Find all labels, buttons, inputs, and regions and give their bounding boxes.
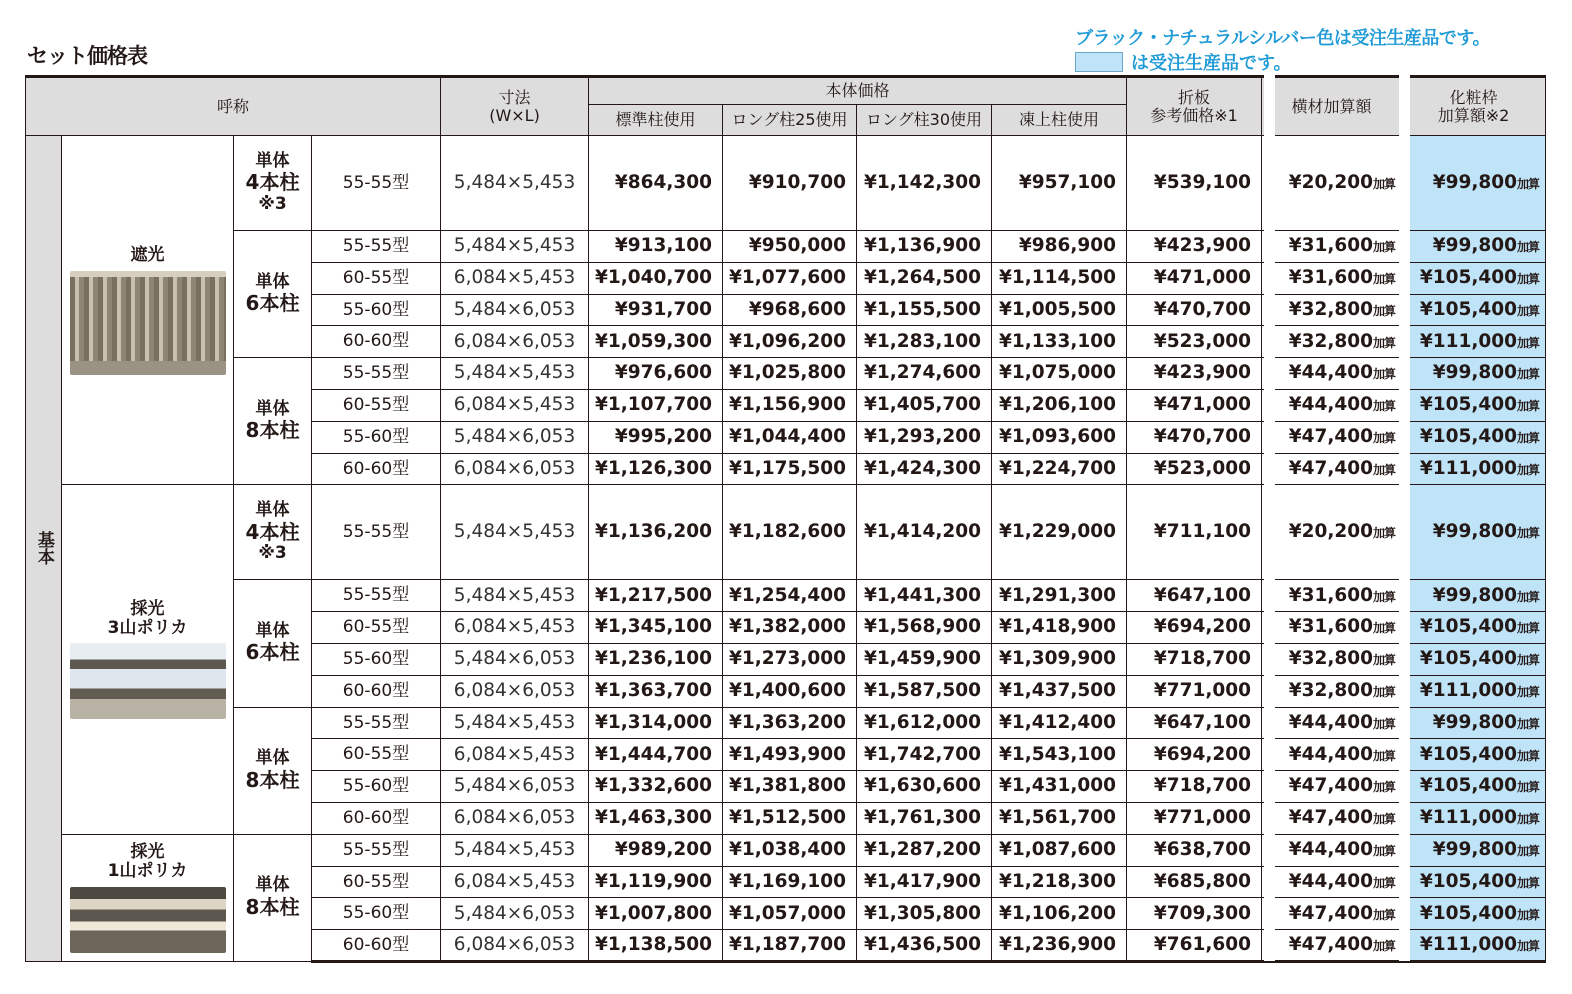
shading-roof-photo: [70, 271, 226, 375]
std-price-cell: ¥976,600: [589, 358, 723, 390]
fold-price-cell: ¥471,000: [1127, 262, 1262, 294]
post-count-label: 単体 4本柱 ※3: [234, 485, 312, 580]
frozen-price-cell: ¥1,229,000: [992, 485, 1127, 580]
post-count-label: 単体 6本柱: [234, 580, 312, 707]
std-price-cell: ¥1,107,700: [589, 389, 723, 421]
size-cell: 5,484×6,053: [441, 294, 589, 326]
size-cell: 6,084×6,053: [441, 326, 589, 358]
beam-add-cell: ¥47,400加算: [1262, 802, 1402, 834]
beam-add-cell: ¥32,800加算: [1262, 326, 1402, 358]
frozen-price-cell: ¥1,412,400: [992, 707, 1127, 739]
long25-price-cell: ¥1,044,400: [723, 421, 857, 453]
header-long25: ロング柱25使用: [723, 105, 857, 136]
deco-add-cell: ¥105,400加算: [1402, 294, 1546, 326]
frozen-price-cell: ¥1,236,900: [992, 930, 1127, 962]
model-cell: 55-55型: [312, 358, 441, 390]
post-count-label: 単体 8本柱: [234, 707, 312, 834]
deco-add-cell: ¥99,800加算: [1402, 358, 1546, 390]
model-cell: 55-55型: [312, 231, 441, 263]
legend-swatch: [1075, 52, 1123, 72]
long25-price-cell: ¥1,077,600: [723, 262, 857, 294]
size-cell: 6,084×6,053: [441, 675, 589, 707]
long25-price-cell: ¥1,182,600: [723, 485, 857, 580]
size-cell: 5,484×6,053: [441, 421, 589, 453]
group-subname: 1山ポリカ: [107, 860, 188, 881]
fold-price-cell: ¥647,100: [1127, 580, 1262, 612]
long30-price-cell: ¥1,630,600: [857, 771, 992, 803]
table-row: [26, 136, 1546, 231]
post-count-label: 単体 6本柱: [234, 231, 312, 358]
long25-price-cell: ¥1,363,200: [723, 707, 857, 739]
deco-add-cell: ¥105,400加算: [1402, 643, 1546, 675]
std-price-cell: ¥1,040,700: [589, 262, 723, 294]
model-cell: 55-60型: [312, 294, 441, 326]
size-cell: 6,084×5,453: [441, 739, 589, 771]
post-count-label: 単体 8本柱: [234, 834, 312, 961]
size-cell: 5,484×5,453: [441, 136, 589, 231]
model-cell: 60-55型: [312, 612, 441, 644]
model-cell: 60-60型: [312, 453, 441, 485]
beam-add-cell: ¥47,400加算: [1262, 771, 1402, 803]
std-price-cell: ¥931,700: [589, 294, 723, 326]
long30-price-cell: ¥1,305,800: [857, 898, 992, 930]
std-price-cell: ¥913,100: [589, 231, 723, 263]
deco-add-cell: ¥105,400加算: [1402, 421, 1546, 453]
long25-price-cell: ¥1,273,000: [723, 643, 857, 675]
beam-add-cell: ¥47,400加算: [1262, 453, 1402, 485]
size-cell: 6,084×5,453: [441, 262, 589, 294]
table-row: [26, 834, 1546, 866]
beam-add-cell: ¥31,600加算: [1262, 612, 1402, 644]
beam-add-cell: ¥44,400加算: [1262, 358, 1402, 390]
deco-add-cell: ¥111,000加算: [1402, 930, 1546, 962]
beam-add-cell: ¥32,800加算: [1262, 643, 1402, 675]
column-gap: [1264, 75, 1275, 961]
std-price-cell: ¥1,236,100: [589, 643, 723, 675]
long25-price-cell: ¥1,187,700: [723, 930, 857, 962]
group-subname: 3山ポリカ: [107, 617, 188, 638]
long25-price-cell: ¥1,512,500: [723, 802, 857, 834]
model-cell: 60-55型: [312, 389, 441, 421]
frozen-price-cell: ¥1,133,100: [992, 326, 1127, 358]
model-cell: 55-60型: [312, 643, 441, 675]
model-cell: 60-55型: [312, 739, 441, 771]
long30-price-cell: ¥1,287,200: [857, 834, 992, 866]
long30-price-cell: ¥1,136,900: [857, 231, 992, 263]
header-size: 寸法 (W×L): [441, 77, 589, 136]
model-cell: 60-55型: [312, 866, 441, 898]
long30-price-cell: ¥1,761,300: [857, 802, 992, 834]
frozen-price-cell: ¥1,005,500: [992, 294, 1127, 326]
fold-price-cell: ¥638,700: [1127, 834, 1262, 866]
post-count-label: 単体 4本柱 ※3: [234, 136, 312, 231]
beam-add-cell: ¥44,400加算: [1262, 739, 1402, 771]
product-group: [62, 834, 234, 961]
long25-price-cell: ¥1,156,900: [723, 389, 857, 421]
header-fold: 折板 参考価格※1: [1127, 77, 1262, 136]
long30-price-cell: ¥1,612,000: [857, 707, 992, 739]
deco-add-cell: ¥99,800加算: [1402, 231, 1546, 263]
polycarbonate-3-roof-photo: [70, 643, 226, 719]
beam-add-cell: ¥44,400加算: [1262, 389, 1402, 421]
table-row: [26, 580, 1546, 612]
model-cell: 55-55型: [312, 580, 441, 612]
beam-add-cell: ¥20,200加算: [1262, 136, 1402, 231]
std-price-cell: ¥1,138,500: [589, 930, 723, 962]
header-std-post: 標準柱使用: [589, 105, 723, 136]
model-cell: 55-60型: [312, 421, 441, 453]
frozen-price-cell: ¥957,100: [992, 136, 1127, 231]
deco-add-cell: ¥105,400加算: [1402, 739, 1546, 771]
size-cell: 5,484×5,453: [441, 231, 589, 263]
deco-add-cell: ¥99,800加算: [1402, 485, 1546, 580]
long25-price-cell: ¥1,057,000: [723, 898, 857, 930]
std-price-cell: ¥1,119,900: [589, 866, 723, 898]
frozen-price-cell: ¥1,106,200: [992, 898, 1127, 930]
size-cell: 5,484×6,053: [441, 643, 589, 675]
order-made-note: ブラック・ナチュラルシルバー色は受注生産品です。: [1075, 28, 1490, 49]
model-cell: 60-60型: [312, 802, 441, 834]
fold-price-cell: ¥771,000: [1127, 675, 1262, 707]
beam-add-cell: ¥47,400加算: [1262, 421, 1402, 453]
long30-price-cell: ¥1,417,900: [857, 866, 992, 898]
model-cell: 55-60型: [312, 771, 441, 803]
frozen-price-cell: ¥1,093,600: [992, 421, 1127, 453]
deco-add-cell: ¥111,000加算: [1402, 453, 1546, 485]
long25-price-cell: ¥968,600: [723, 294, 857, 326]
size-cell: 5,484×5,453: [441, 707, 589, 739]
fold-price-cell: ¥423,900: [1127, 231, 1262, 263]
frozen-price-cell: ¥1,418,900: [992, 612, 1127, 644]
fold-price-cell: ¥711,100: [1127, 485, 1262, 580]
std-price-cell: ¥1,463,300: [589, 802, 723, 834]
long30-price-cell: ¥1,424,300: [857, 453, 992, 485]
long30-price-cell: ¥1,568,900: [857, 612, 992, 644]
long30-price-cell: ¥1,742,700: [857, 739, 992, 771]
deco-add-cell: ¥105,400加算: [1402, 866, 1546, 898]
long25-price-cell: ¥1,169,100: [723, 866, 857, 898]
table-row: [26, 485, 1546, 580]
fold-price-cell: ¥523,000: [1127, 326, 1262, 358]
fold-price-cell: ¥694,200: [1127, 739, 1262, 771]
fold-price-cell: ¥539,100: [1127, 136, 1262, 231]
table-row: [26, 707, 1546, 739]
fold-price-cell: ¥771,000: [1127, 802, 1262, 834]
std-price-cell: ¥995,200: [589, 421, 723, 453]
page-title: セット価格表: [27, 44, 147, 68]
size-cell: 6,084×6,053: [441, 930, 589, 962]
header-long30: ロング柱30使用: [857, 105, 992, 136]
frozen-price-cell: ¥1,224,700: [992, 453, 1127, 485]
long30-price-cell: ¥1,405,700: [857, 389, 992, 421]
size-cell: 5,484×5,453: [441, 580, 589, 612]
std-price-cell: ¥1,345,100: [589, 612, 723, 644]
size-cell: 5,484×5,453: [441, 358, 589, 390]
beam-add-cell: ¥47,400加算: [1262, 930, 1402, 962]
price-table: [25, 75, 1546, 963]
frozen-price-cell: ¥986,900: [992, 231, 1127, 263]
size-cell: 5,484×5,453: [441, 834, 589, 866]
model-cell: 60-55型: [312, 262, 441, 294]
beam-add-cell: ¥32,800加算: [1262, 675, 1402, 707]
long25-price-cell: ¥1,038,400: [723, 834, 857, 866]
deco-add-cell: ¥105,400加算: [1402, 262, 1546, 294]
fold-price-cell: ¥470,700: [1127, 421, 1262, 453]
frozen-price-cell: ¥1,206,100: [992, 389, 1127, 421]
long30-price-cell: ¥1,436,500: [857, 930, 992, 962]
deco-add-cell: ¥111,000加算: [1402, 326, 1546, 358]
fold-price-cell: ¥685,800: [1127, 866, 1262, 898]
polycarbonate-1-roof-photo: [70, 887, 226, 953]
model-cell: 55-55型: [312, 707, 441, 739]
long30-price-cell: ¥1,274,600: [857, 358, 992, 390]
frozen-price-cell: ¥1,561,700: [992, 802, 1127, 834]
product-group: [62, 136, 234, 485]
frozen-price-cell: ¥1,431,000: [992, 771, 1127, 803]
beam-add-cell: ¥44,400加算: [1262, 707, 1402, 739]
long30-price-cell: ¥1,441,300: [857, 580, 992, 612]
deco-add-cell: ¥111,000加算: [1402, 675, 1546, 707]
long25-price-cell: ¥1,493,900: [723, 739, 857, 771]
group-name: 遮光: [130, 244, 165, 265]
frozen-price-cell: ¥1,291,300: [992, 580, 1127, 612]
model-cell: 55-60型: [312, 898, 441, 930]
frozen-price-cell: ¥1,087,600: [992, 834, 1127, 866]
header-name: 呼称: [26, 77, 441, 136]
std-price-cell: ¥1,059,300: [589, 326, 723, 358]
long25-price-cell: ¥1,025,800: [723, 358, 857, 390]
long30-price-cell: ¥1,293,200: [857, 421, 992, 453]
long25-price-cell: ¥1,382,000: [723, 612, 857, 644]
std-price-cell: ¥1,007,800: [589, 898, 723, 930]
model-cell: 60-60型: [312, 930, 441, 962]
beam-add-cell: ¥47,400加算: [1262, 898, 1402, 930]
fold-price-cell: ¥647,100: [1127, 707, 1262, 739]
beam-add-cell: ¥31,600加算: [1262, 231, 1402, 263]
fold-price-cell: ¥471,000: [1127, 389, 1262, 421]
beam-add-cell: ¥44,400加算: [1262, 866, 1402, 898]
long30-price-cell: ¥1,155,500: [857, 294, 992, 326]
header-frozen: 凍上柱使用: [992, 105, 1127, 136]
deco-add-cell: ¥105,400加算: [1402, 771, 1546, 803]
column-gap: [1399, 75, 1410, 961]
fold-price-cell: ¥470,700: [1127, 294, 1262, 326]
long25-price-cell: ¥950,000: [723, 231, 857, 263]
size-cell: 5,484×6,053: [441, 771, 589, 803]
long25-price-cell: ¥1,175,500: [723, 453, 857, 485]
fold-price-cell: ¥709,300: [1127, 898, 1262, 930]
group-name: 採光: [130, 598, 165, 619]
std-price-cell: ¥1,314,000: [589, 707, 723, 739]
deco-add-cell: ¥99,800加算: [1402, 707, 1546, 739]
model-cell: 55-55型: [312, 834, 441, 866]
std-price-cell: ¥864,300: [589, 136, 723, 231]
frozen-price-cell: ¥1,543,100: [992, 739, 1127, 771]
table-row: [26, 231, 1546, 263]
beam-add-cell: ¥20,200加算: [1262, 485, 1402, 580]
deco-add-cell: ¥99,800加算: [1402, 834, 1546, 866]
frozen-price-cell: ¥1,437,500: [992, 675, 1127, 707]
size-cell: 6,084×5,453: [441, 866, 589, 898]
size-cell: 6,084×6,053: [441, 802, 589, 834]
deco-add-cell: ¥105,400加算: [1402, 898, 1546, 930]
beam-add-cell: ¥44,400加算: [1262, 834, 1402, 866]
model-cell: 60-60型: [312, 326, 441, 358]
fold-price-cell: ¥423,900: [1127, 358, 1262, 390]
size-cell: 6,084×6,053: [441, 453, 589, 485]
std-price-cell: ¥1,363,700: [589, 675, 723, 707]
deco-add-cell: ¥105,400加算: [1402, 389, 1546, 421]
fold-price-cell: ¥761,600: [1127, 930, 1262, 962]
size-cell: 5,484×6,053: [441, 898, 589, 930]
legend: [1075, 51, 1292, 73]
fold-price-cell: ¥694,200: [1127, 612, 1262, 644]
size-cell: 5,484×5,453: [441, 485, 589, 580]
size-cell: 6,084×5,453: [441, 612, 589, 644]
long30-price-cell: ¥1,414,200: [857, 485, 992, 580]
long30-price-cell: ¥1,459,900: [857, 643, 992, 675]
table-row: [26, 358, 1546, 390]
model-cell: 55-55型: [312, 136, 441, 231]
beam-add-cell: ¥32,800加算: [1262, 294, 1402, 326]
long25-price-cell: ¥1,381,800: [723, 771, 857, 803]
beam-add-cell: ¥31,600加算: [1262, 262, 1402, 294]
frozen-price-cell: ¥1,309,900: [992, 643, 1127, 675]
fold-price-cell: ¥718,700: [1127, 771, 1262, 803]
model-cell: 55-55型: [312, 485, 441, 580]
std-price-cell: ¥1,136,200: [589, 485, 723, 580]
post-count-label: 単体 8本柱: [234, 358, 312, 485]
price-table-body: [26, 136, 1546, 962]
legend-text: は受注生産品です。: [1131, 53, 1292, 74]
long25-price-cell: ¥910,700: [723, 136, 857, 231]
header-beam: 横材加算額: [1262, 77, 1402, 136]
std-price-cell: ¥1,126,300: [589, 453, 723, 485]
header-body-price: 本体価格: [589, 77, 1127, 105]
header-deco: 化粧枠 加算額※2: [1402, 77, 1546, 136]
std-price-cell: ¥1,444,700: [589, 739, 723, 771]
deco-add-cell: ¥111,000加算: [1402, 802, 1546, 834]
std-price-cell: ¥1,217,500: [589, 580, 723, 612]
category-label: 基本: [26, 136, 62, 962]
long30-price-cell: ¥1,142,300: [857, 136, 992, 231]
long25-price-cell: ¥1,096,200: [723, 326, 857, 358]
fold-price-cell: ¥718,700: [1127, 643, 1262, 675]
deco-add-cell: ¥99,800加算: [1402, 580, 1546, 612]
frozen-price-cell: ¥1,075,000: [992, 358, 1127, 390]
deco-add-cell: ¥105,400加算: [1402, 612, 1546, 644]
long25-price-cell: ¥1,254,400: [723, 580, 857, 612]
long30-price-cell: ¥1,283,100: [857, 326, 992, 358]
product-group: [62, 485, 234, 834]
std-price-cell: ¥989,200: [589, 834, 723, 866]
long30-price-cell: ¥1,264,500: [857, 262, 992, 294]
beam-add-cell: ¥31,600加算: [1262, 580, 1402, 612]
std-price-cell: ¥1,332,600: [589, 771, 723, 803]
long30-price-cell: ¥1,587,500: [857, 675, 992, 707]
fold-price-cell: ¥523,000: [1127, 453, 1262, 485]
frozen-price-cell: ¥1,114,500: [992, 262, 1127, 294]
frozen-price-cell: ¥1,218,300: [992, 866, 1127, 898]
model-cell: 60-60型: [312, 675, 441, 707]
deco-add-cell: ¥99,800加算: [1402, 136, 1546, 231]
group-name: 採光: [130, 842, 165, 863]
size-cell: 6,084×5,453: [441, 389, 589, 421]
long25-price-cell: ¥1,400,600: [723, 675, 857, 707]
